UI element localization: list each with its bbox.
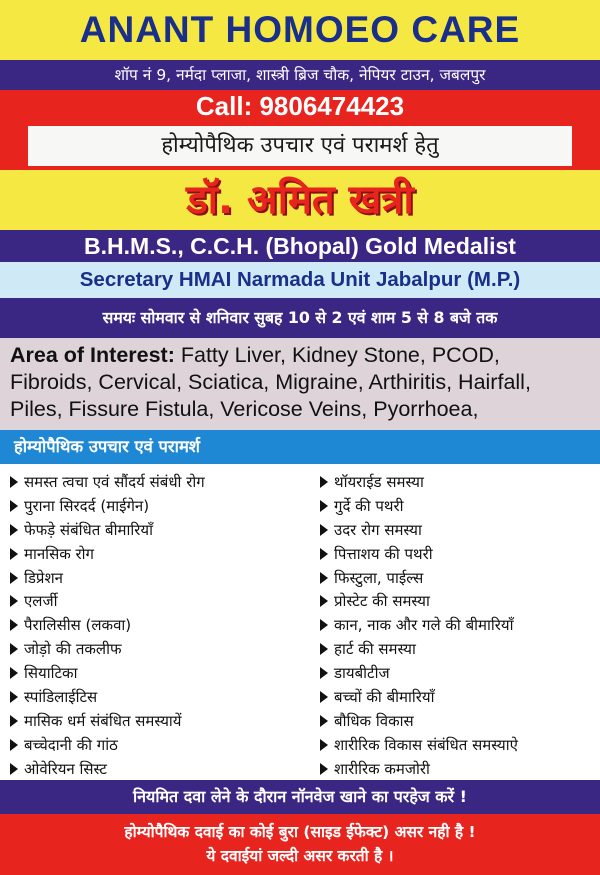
arrow-right-icon [10, 548, 18, 560]
list-item: ओवेरियन सिस्ट [10, 757, 300, 781]
tagline-text: होम्योपैथिक उपचार एवं परामर्श हेतु [161, 133, 439, 158]
arrow-right-icon [320, 619, 328, 631]
arrow-right-icon [10, 763, 18, 775]
arrow-right-icon [10, 691, 18, 703]
call-banner [0, 90, 600, 122]
list-item: स्पांडिलाईटिस [10, 685, 300, 709]
list-item: बौधिक विकास [320, 709, 600, 733]
arrow-right-icon [10, 476, 18, 488]
list-item: शारीरिक विकास संबंधित समस्याऐ [320, 733, 600, 757]
list-item: एलर्जी [10, 589, 300, 613]
arrow-right-icon [10, 667, 18, 679]
arrow-right-icon [320, 667, 328, 679]
list-item: फिस्टुला, पाईल्स [320, 566, 600, 590]
arrow-right-icon [320, 476, 328, 488]
interest-line-3: Piles, Fissure Fistula, Vericose Veins, Pyorrhoea, [10, 397, 479, 421]
arrow-right-icon [10, 643, 18, 655]
treatment-list-right [320, 470, 600, 781]
treatment-list-left [10, 470, 300, 781]
list-item: फेफड़े संबंधित बीमारियाँ [10, 518, 300, 542]
treatment-heading-bar [0, 430, 600, 464]
list-item: पुराना सिरदर्द (माईगेन) [10, 494, 300, 518]
tagline-box [28, 126, 572, 166]
interest-line-2: Fibroids, Cervical, Sciatica, Migraine, Arthiritis, Hairfall, [10, 370, 531, 394]
arrow-right-icon [10, 524, 18, 536]
list-item: डायबीटीज [320, 661, 600, 685]
secretary-banner [0, 262, 600, 298]
footer-line-1: होम्योपैथिक दवाई का कोई बुरा (साइड ईफेक्ट) असर नही है ! [124, 823, 476, 841]
arrow-right-icon [320, 595, 328, 607]
arrow-right-icon [320, 739, 328, 751]
doctor-secretary-title: Secretary HMAI Narmada Unit Jabalpur (M.P.) [79, 268, 521, 291]
qualification-banner [0, 230, 600, 262]
arrow-right-icon [320, 715, 328, 727]
list-item: हार्ट की समस्या [320, 637, 600, 661]
doctor-banner [0, 170, 600, 230]
list-item: पित्ताशय की पथरी [320, 542, 600, 566]
arrow-right-icon [10, 739, 18, 751]
list-item: कान, नाक और गले की बीमारियाँ [320, 613, 600, 637]
list-item: जोड़ो की तकलीफ [10, 637, 300, 661]
arrow-right-icon [320, 548, 328, 560]
footer-banner [0, 814, 600, 875]
list-item: शारीरिक कमजोरी [320, 757, 600, 781]
list-item: उदर रोग समस्या [320, 518, 600, 542]
clinic-address: शॉप नं 9, नर्मदा प्लाजा, शास्त्री ब्रिज चौक, नेपियर टाउन, जबलपुर [114, 66, 486, 84]
clinic-name: ANANT HOMOEO CARE [79, 9, 521, 50]
list-item: पैरालिसीस (लकवा) [10, 613, 300, 637]
arrow-right-icon [10, 619, 18, 631]
doctor-name: डॉ. अमित खत्री [186, 177, 414, 223]
arrow-right-icon [10, 572, 18, 584]
arrow-right-icon [10, 595, 18, 607]
list-item: बच्चों की बीमारियाँ [320, 685, 600, 709]
list-item: समस्त त्वचा एवं सौंदर्य संबंधी रोग [10, 470, 300, 494]
list-item: बच्चेदानी की गांठ [10, 733, 300, 757]
arrow-right-icon [320, 763, 328, 775]
treatment-list [0, 464, 600, 780]
arrow-right-icon [10, 500, 18, 512]
list-item: गुर्दे की पथरी [320, 494, 600, 518]
treatment-heading: होम्योपैथिक उपचार एवं परामर्श [14, 437, 201, 456]
title-banner [0, 0, 600, 60]
area-of-interest [0, 338, 600, 430]
list-item: मासिक धर्म संबंधित समस्यायें [10, 709, 300, 733]
arrow-right-icon [320, 524, 328, 536]
arrow-right-icon [320, 691, 328, 703]
notice-banner [0, 780, 600, 814]
footer-line-2: ये दवाईयां जल्दी असर करती है । [206, 847, 394, 865]
interest-line-1 [10, 342, 590, 369]
clinic-timing: समयः सोमवार से शनिवार सुबह 10 से 2 एवं शाम 5 से 8 बजे तक [102, 308, 498, 327]
phone-number: Call: 9806474423 [195, 91, 405, 121]
address-banner [0, 60, 600, 90]
list-item: मानसिक रोग [10, 542, 300, 566]
interest-text-1: Fatty Liver, Kidney Stone, PCOD, [174, 343, 500, 367]
arrow-right-icon [320, 500, 328, 512]
arrow-right-icon [10, 715, 18, 727]
arrow-right-icon [320, 572, 328, 584]
arrow-right-icon [320, 643, 328, 655]
interest-label: Area of Interest: [10, 343, 175, 367]
list-item: थॉयराईड समस्या [320, 470, 600, 494]
list-item: डिप्रेशन [10, 566, 300, 590]
list-item: सियाटिका [10, 661, 300, 685]
list-item: प्रोस्टेट की समस्या [320, 589, 600, 613]
doctor-qualification: B.H.M.S., C.C.H. (Bhopal) Gold Medalist [84, 233, 516, 259]
timing-banner [0, 298, 600, 338]
tagline-banner [0, 122, 600, 170]
diet-notice: नियमित दवा लेने के दौरान नॉनवेज खाने का परहेज करें ! [133, 787, 467, 806]
